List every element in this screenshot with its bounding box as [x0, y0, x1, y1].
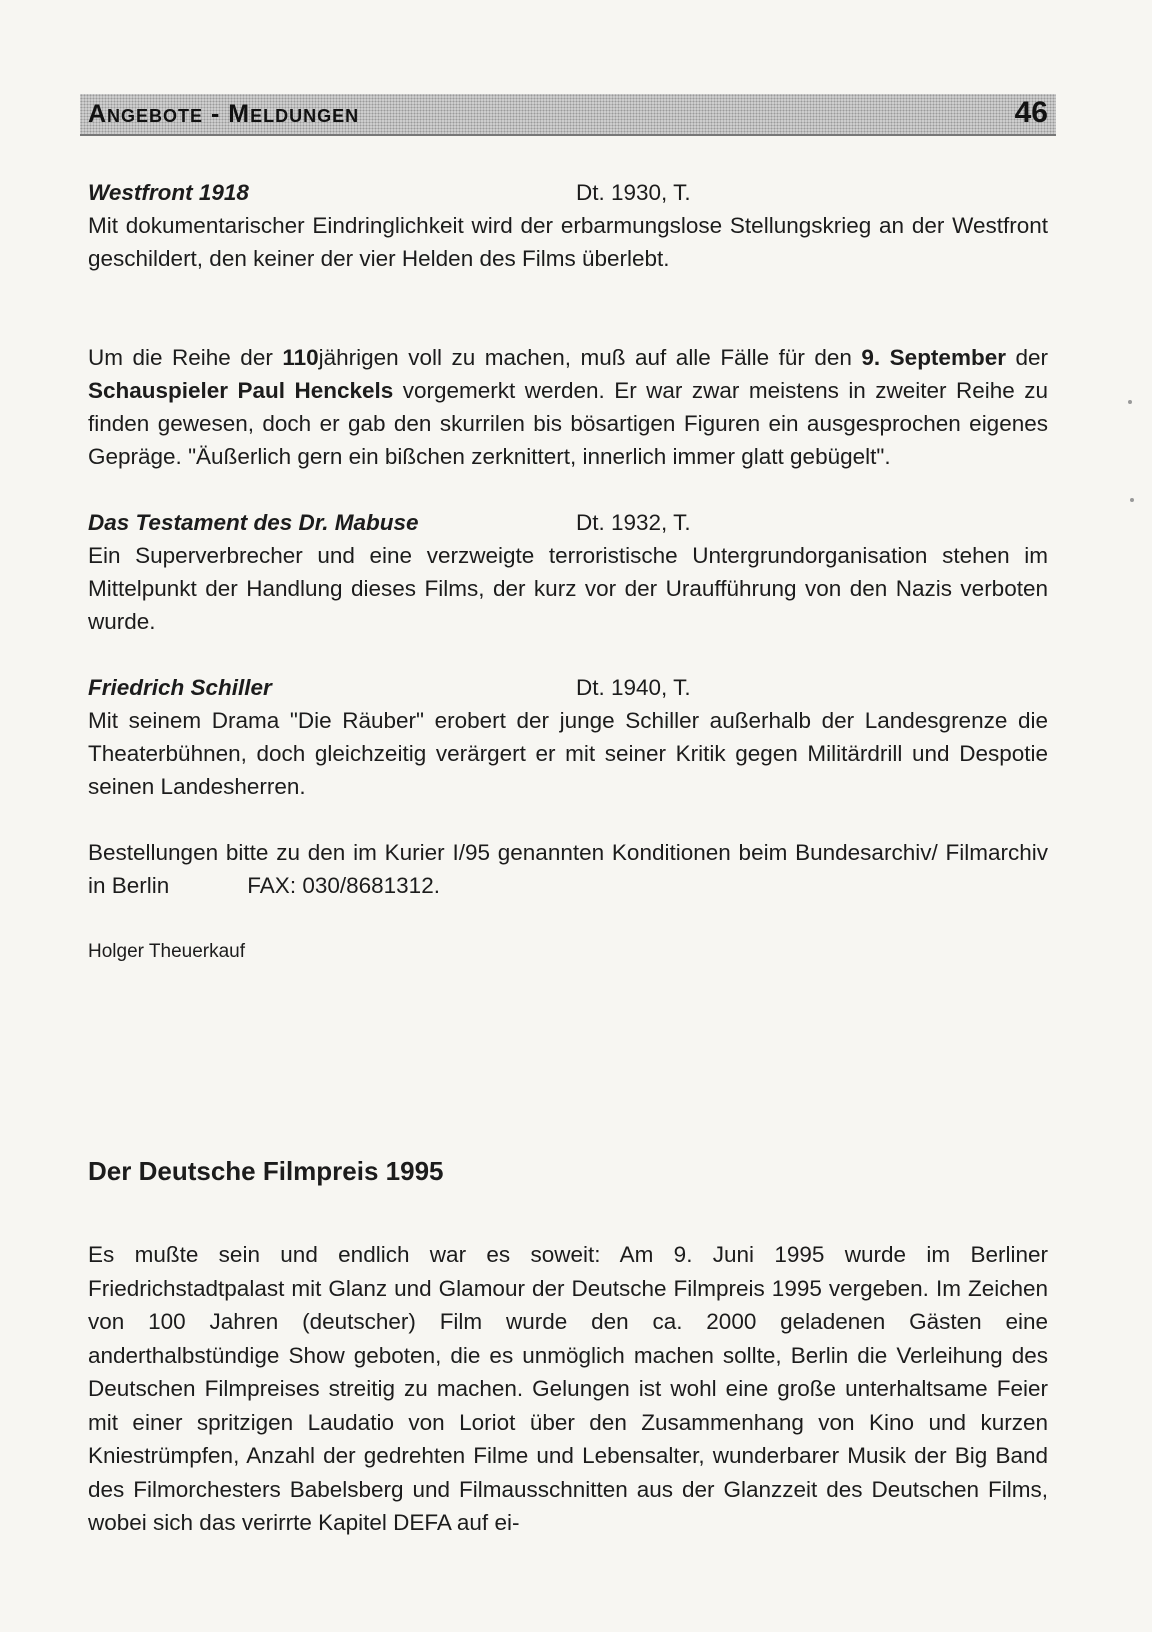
film-entry-schiller: [88, 671, 1048, 803]
film-description: Mit dokumentarischer Eindringlichkeit wird der erbarmungslose Stellungskrieg an der Westfront geschildert, den keiner der vier Helden des Films überlebt.: [88, 213, 1048, 271]
film-meta: Dt. 1940, T.: [576, 675, 691, 700]
section-title-angebote: Angebote - Meldungen: [88, 100, 360, 128]
film-heading: [88, 176, 1048, 209]
bold-age: 110: [282, 345, 319, 370]
order-info: [88, 836, 1048, 902]
section-header-bar: [80, 94, 1056, 136]
text-run: vorgemerkt werden. Er war zwar meistens in zweiter Reihe zu finden gewesen, doch er gab den skurrilen bis bösartigen Figuren ein ausgesprochen eigenes Gepräge. "Äußerlich gern ein bißchen zerknittert, innerlich immer glatt gebügelt".: [88, 378, 1048, 469]
film-entry-westfront: [88, 176, 1048, 275]
page-number: 46: [1014, 96, 1048, 129]
bold-date: 9. September: [861, 345, 1006, 370]
film-title: Friedrich Schiller: [88, 675, 272, 700]
film-description: Ein Superverbrecher und eine verzweigte terroristische Untergrundorganisation stehen im Mittelpunkt der Handlung dieses Films, der kurz vor der Uraufführung von den Nazis verboten wurde.: [88, 543, 1048, 634]
fax-number: FAX: 030/8681312.: [247, 873, 440, 898]
henckels-paragraph: [88, 341, 1048, 473]
text-run: jährigen voll zu machen, muß auf alle Fälle für den: [318, 345, 862, 370]
filmpreis-article: Es mußte sein und endlich war es soweit: Am 9. Juni 1995 wurde im Berliner Friedrichstadtpalast mit Glanz und Glamour der Deutsche Filmpreis 1995 vergeben. Im Zeichen von 100 Jahren (deutscher) Film wurde den ca. 2000 geladenen Gästen eine anderthalbstündige Show geboten, die es unmöglich machen sollte, Berlin die Verleihung des Deutschen Filmpreises streitig zu machen. Gelungen ist wohl eine große unterhaltsame Feier mit einer spritzigen Laudatio von Loriot über den Zusammenhang von Kino und kurzen Kniestrümpfen, Anzahl der gedrehten Filme und Lebensalter, wunderbarer Musik der Big Band des Filmorchesters Babelsberg und Filmausschnitten aus der Glanzzeit des Deutschen Films, wobei sich das verirrte Kapitel DEFA auf ei-: [88, 1242, 1048, 1535]
film-heading: [88, 506, 1048, 539]
film-heading: [88, 671, 1048, 704]
henckels-text: [88, 341, 1048, 473]
main-content: [88, 176, 1048, 968]
film-meta: Dt. 1932, T.: [576, 510, 691, 535]
order-text: [88, 836, 1048, 902]
order-address: Bestellungen bitte zu den im Kurier I/95 genannten Konditionen beim Bundesarchiv/ Filmarchiv in Berlin: [88, 840, 1048, 898]
film-entry-mabuse: [88, 506, 1048, 638]
spacer: [88, 308, 1048, 341]
filmpreis-heading: Der Deutsche Filmpreis 1995: [88, 1156, 444, 1186]
bold-actor-name: Schauspieler Paul Henckels: [88, 378, 394, 403]
author-signature: Holger Theuerkauf: [88, 941, 246, 962]
film-title: Das Testament des Dr. Mabuse: [88, 510, 419, 535]
scan-speck: [1130, 498, 1134, 502]
film-title: Westfront 1918: [88, 180, 249, 205]
film-meta: Dt. 1930, T.: [576, 180, 691, 205]
scan-speck: [1128, 400, 1132, 404]
text-run: Um die Reihe der: [88, 345, 283, 370]
text-run: der: [1005, 345, 1048, 370]
film-description: Mit seinem Drama "Die Räuber" erobert der junge Schiller außerhalb der Landesgrenze die Theaterbühnen, doch gleichzeitig verärgert er mit seiner Kritik gegen Militärdrill und Despotie seinen Landesherren.: [88, 708, 1048, 799]
